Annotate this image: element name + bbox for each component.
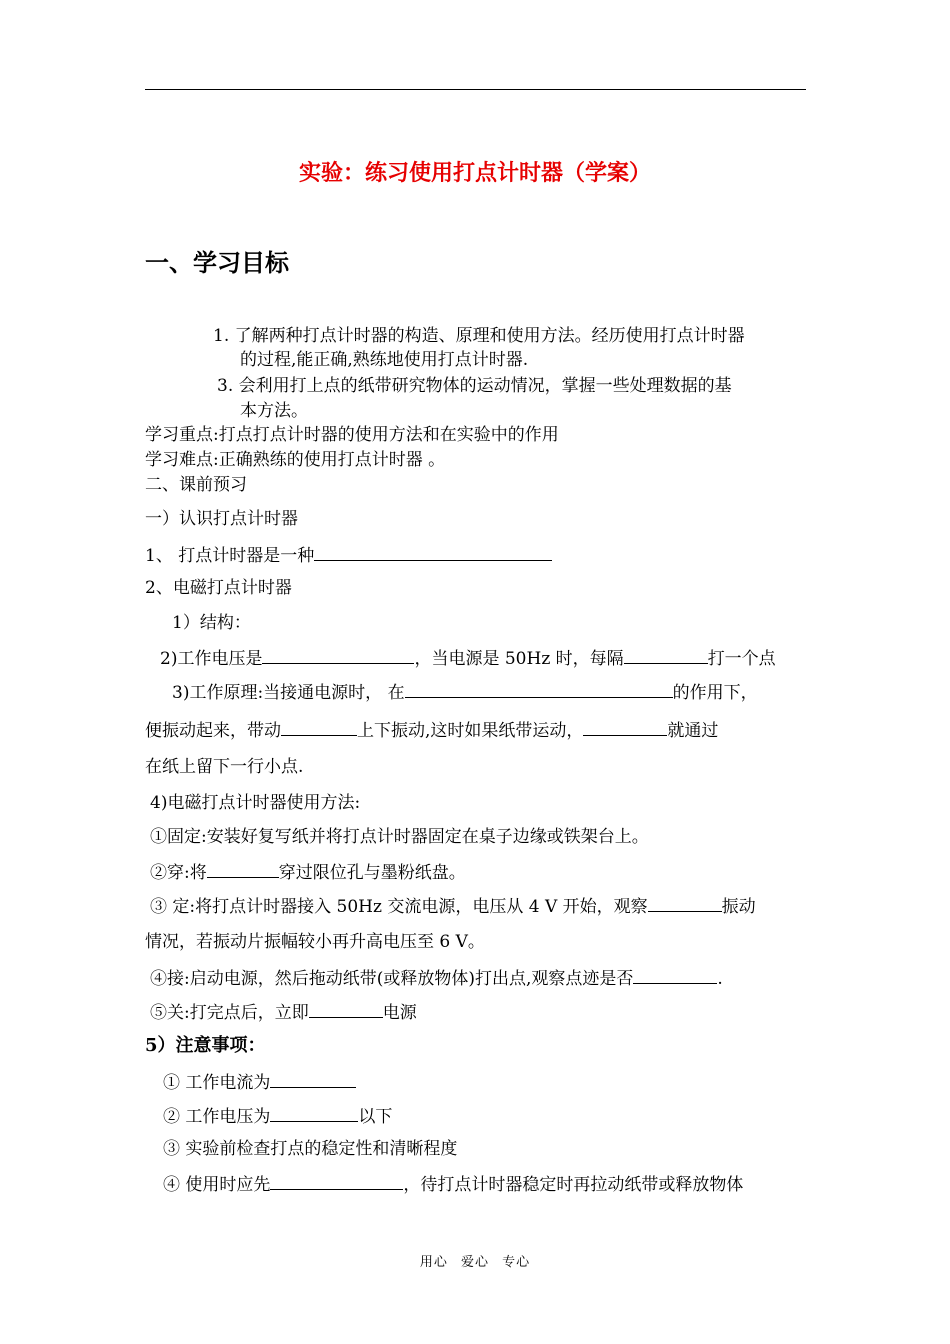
note-3: ③ 实验前检查打点的稳定性和清晰程度 xyxy=(163,1139,458,1159)
step-5: ⑤关:打完点后，立即 电源 xyxy=(150,1000,417,1024)
answer-blank[interactable] xyxy=(270,1172,403,1190)
answer-blank[interactable] xyxy=(633,966,717,984)
goal-3-line-2: 本方法。 xyxy=(240,401,308,421)
question-1: 1、 打点计时器是一种 xyxy=(145,543,552,567)
answer-blank[interactable] xyxy=(648,894,722,912)
subsection-know-timer: 一）认识打点计时器 xyxy=(145,509,298,529)
structure-label: 1）结构： xyxy=(172,613,251,633)
header-rule xyxy=(145,89,806,90)
step-4: ④接:启动电源，然后拖动纸带(或释放物体)打出点,观察点迹是否 . xyxy=(150,966,723,990)
footer-word: 用心 xyxy=(419,1255,448,1270)
section-heading-preview: 二、课前预习 xyxy=(145,475,247,495)
footer-word: 专心 xyxy=(502,1255,531,1270)
answer-blank[interactable] xyxy=(405,680,673,698)
principle-line-1: 3)工作原理:当接通电源时， 在 的作用下， xyxy=(172,680,758,704)
document-title: 实验：练习使用打点计时器（学案） xyxy=(298,160,651,186)
notes-heading: 5）注意事项： xyxy=(145,1035,266,1056)
voltage-line: 2)工作电压是 ，当电源是 50Hz 时，每隔 打一个点 xyxy=(160,646,776,670)
answer-blank[interactable] xyxy=(270,1104,358,1122)
difficulty: 学习难点:正确熟练的使用打点计时器 。 xyxy=(145,450,446,470)
answer-blank[interactable] xyxy=(262,646,414,664)
page-footer xyxy=(0,1251,950,1270)
principle-line-2: 便振动起来，带动 上下振动,这时如果纸带运动， 就通过 xyxy=(145,718,718,742)
note-4: ④ 使用时应先 ，待打点计时器稳定时再拉动纸带或释放物体 xyxy=(163,1172,743,1196)
answer-blank[interactable] xyxy=(583,718,667,736)
key-point: 学习重点:打点打点计时器的使用方法和在实验中的作用 xyxy=(145,425,559,445)
step-2: ②穿:将 穿过限位孔与墨粉纸盘。 xyxy=(150,860,466,884)
step-3: ③ 定:将打点计时器接入 50Hz 交流电源，电压从 4 V 开始，观察 振动 xyxy=(150,894,756,918)
section-heading-goals: 一、学习目标 xyxy=(145,248,289,277)
answer-blank[interactable] xyxy=(624,646,708,664)
goal-1-line-1: 1. 了解两种打点计时器的构造、原理和使用方法。经历使用打点计时器 xyxy=(213,326,745,346)
principle-line-3: 在纸上留下一行小点. xyxy=(145,757,304,777)
answer-blank[interactable] xyxy=(270,1070,356,1088)
step-1: ①固定:安装好复写纸并将打点计时器固定在桌子边缘或铁架台上。 xyxy=(150,827,649,847)
answer-blank[interactable] xyxy=(314,543,552,561)
answer-blank[interactable] xyxy=(207,860,279,878)
usage-heading: 4)电磁打点计时器使用方法: xyxy=(150,793,361,813)
note-1: ① 工作电流为 xyxy=(163,1070,356,1094)
goal-3-line-1: 3. 会利用打上点的纸带研究物体的运动情况，掌握一些处理数据的基 xyxy=(217,376,732,396)
footer-word: 爱心 xyxy=(460,1255,489,1270)
question-2: 2、电磁打点计时器 xyxy=(145,578,292,598)
note-2: ② 工作电压为 以下 xyxy=(163,1104,392,1128)
answer-blank[interactable] xyxy=(281,718,357,736)
goal-1-line-2: 的过程,能正确,熟练地使用打点计时器. xyxy=(240,350,529,370)
answer-blank[interactable] xyxy=(309,1000,383,1018)
step-3-cont: 情况，若振动片振幅较小再升高电压至 6 V。 xyxy=(145,932,485,952)
